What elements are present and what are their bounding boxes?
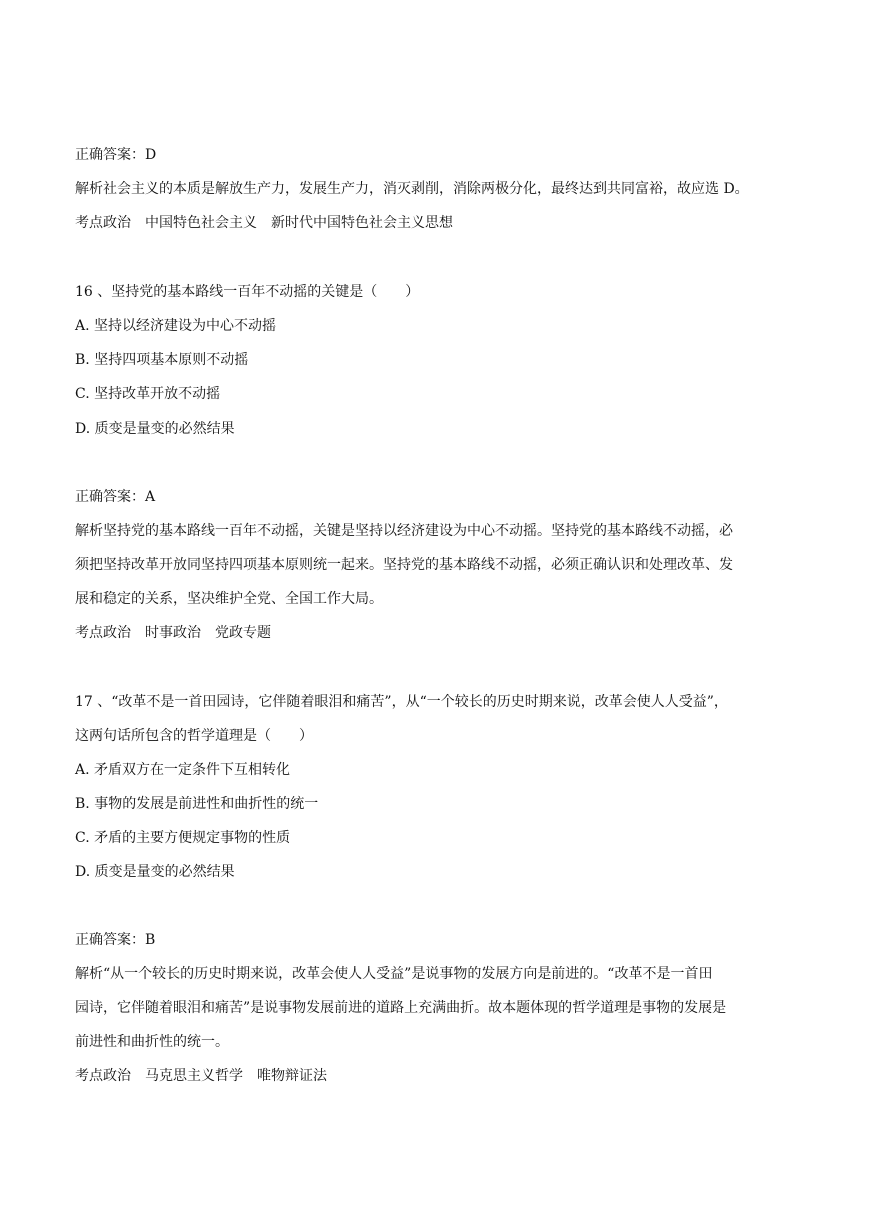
tag: 时事政治 xyxy=(145,625,201,641)
question-16-option-d: D. 质变是量变的必然结果 xyxy=(75,421,235,437)
question-17-option-b: B. 事物的发展是前进性和曲折性的统一 xyxy=(75,796,319,812)
question-16-option-b: B. 坚持四项基本原则不动摇 xyxy=(75,352,249,368)
question-16-option-a: A. 坚持以经济建设为中心不动摇 xyxy=(75,318,277,334)
tag: 马克思主义哲学 xyxy=(145,1068,243,1084)
tags-15 xyxy=(75,213,467,233)
question-17-stem-line-2: 这两句话所包含的哲学道理是（ ） xyxy=(75,728,313,744)
tag: 考点政治 xyxy=(75,1068,131,1084)
analysis-16-line-1: 解析坚持党的基本路线一百年不动摇，关键是坚持以经济建设为中心不动摇。坚持党的基本路线不动摇，必 xyxy=(75,523,733,539)
tag: 唯物辩证法 xyxy=(257,1068,327,1084)
tag: 新时代中国特色社会主义思想 xyxy=(271,215,453,231)
analysis-17-line-2: 园诗，它伴随着眼泪和痛苦”是说事物发展前进的道路上充满曲折。故本题体现的哲学道理是事物的发展是 xyxy=(75,1000,727,1016)
question-17-stem-line-1: 17 、“改革不是一首田园诗，它伴随着眼泪和痛苦”，从“一个较长的历史时期来说，改革会使人人受益”， xyxy=(75,694,728,710)
question-17-option-a: A. 矛盾双方在一定条件下互相转化 xyxy=(75,762,291,778)
analysis-16-line-3: 展和稳定的关系，坚决维护全党、全国工作大局。 xyxy=(75,591,383,607)
tags-16 xyxy=(75,623,285,643)
tag: 考点政治 xyxy=(75,215,131,231)
answer-17: 正确答案：B xyxy=(75,932,156,948)
question-17-option-d: D. 质变是量变的必然结果 xyxy=(75,864,235,880)
tag: 考点政治 xyxy=(75,625,131,641)
answer-15: 正确答案：D xyxy=(75,147,157,163)
tag: 党政专题 xyxy=(215,625,271,641)
analysis-17-line-1: 解析“从一个较长的历史时期来说，改革会使人人受益”是说事物的发展方向是前进的。“改革不是一首田 xyxy=(75,966,713,982)
question-16-stem: 16 、坚持党的基本路线一百年不动摇的关键是（ ） xyxy=(75,284,420,300)
analysis-16-line-2: 须把坚持改革开放同坚持四项基本原则统一起来。坚持党的基本路线不动摇，必须正确认识和处理改革、发 xyxy=(75,557,733,573)
tag: 中国特色社会主义 xyxy=(145,215,257,231)
analysis-17-line-3: 前进性和曲折性的统一。 xyxy=(75,1034,229,1050)
question-16-option-c: C. 坚持改革开放不动摇 xyxy=(75,386,221,402)
answer-16: 正确答案：A xyxy=(75,489,156,505)
tags-17 xyxy=(75,1066,341,1086)
question-17-option-c: C. 矛盾的主要方便规定事物的性质 xyxy=(75,830,291,846)
analysis-15: 解析社会主义的本质是解放生产力，发展生产力，消灭剥削，消除两极分化，最终达到共同富裕，故应选 D。 xyxy=(75,181,749,197)
